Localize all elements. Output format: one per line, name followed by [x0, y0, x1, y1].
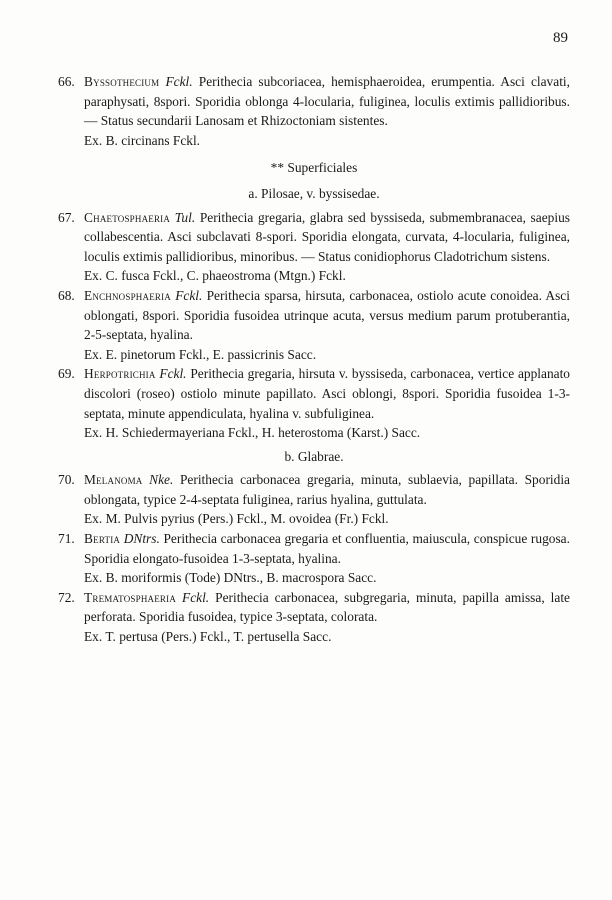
- entry-66: [58, 72, 570, 150]
- genus-name: Melanoma: [84, 472, 143, 488]
- author: DNtrs.: [123, 531, 160, 547]
- subsection-title-a: a. Pilosae, v. byssisedae.: [248, 185, 380, 201]
- description: Perithecia gregaria, hirsuta v. byssiseda, carbonacea, vertice applanato discolori (roseo) ostiolo minute papillato. Asci oblongi, 8spori. Sporidia fusoidea 1-3-septata, minute appendiculata, hyalina v. subfuliginea.: [84, 366, 571, 421]
- genus-name: Enchnosphaeria: [84, 287, 171, 303]
- examples: Ex. H. Schiedermayeriana Fckl., H. heterostoma (Karst.) Sacc.: [84, 425, 421, 441]
- description: Perithecia gregaria, glabra sed byssiseda, submembranacea, saepius collabescentia. Asci subclavati 8-spori. Sporidia elongata, curvata, 4-locularia, fuliginea, loculis extimis pallidioribus, minoribus. — Status conidiophorus Cladotrichum sistens.: [84, 209, 570, 264]
- entry-paragraph: [58, 208, 570, 267]
- entry-70: [58, 470, 570, 529]
- examples: Ex. C. fusca Fckl., C. phaeostroma (Mtgn.) Fckl.: [84, 268, 346, 284]
- entry-paragraph: [58, 470, 570, 509]
- author: Fckl.: [175, 287, 203, 303]
- entry-71: [58, 529, 570, 588]
- genus-name: Trematosphaeria: [84, 589, 177, 605]
- examples: Ex. M. Pulvis pyrius (Pers.) Fckl., M. ovoidea (Fr.) Fckl.: [84, 511, 389, 527]
- genus-name: Herpotrichia: [84, 366, 156, 382]
- examples: Ex. B. circinans Fckl.: [84, 132, 201, 148]
- entry-72: [58, 588, 570, 647]
- examples: Ex. B. moriformis (Tode) DNtrs., B. macrospora Sacc.: [84, 570, 377, 586]
- author: Fckl.: [159, 366, 187, 382]
- author: Nke.: [149, 472, 174, 488]
- author: Fckl.: [182, 589, 210, 605]
- entry-paragraph: [58, 529, 570, 568]
- entry-68: [58, 286, 570, 364]
- entry-number: 72.: [58, 589, 75, 605]
- entry-paragraph: [58, 588, 570, 627]
- entry-67: [58, 208, 570, 286]
- entry-number: 71.: [58, 531, 75, 547]
- entry-number: 68.: [58, 287, 75, 303]
- entry-number: 66.: [58, 74, 75, 89]
- entry-paragraph: [58, 72, 570, 131]
- entry-number: 70.: [58, 472, 75, 488]
- description: Perithecia carbonacea gregaria, minuta, sublaevia, papillata. Sporidia oblongata, typice 2-4-septata fuliginea, rarius hyalina, guttulata.: [84, 472, 570, 507]
- description: Perithecia sparsa, hirsuta, carbonacea, ostiolo acute conoidea. Asci oblongati, 8spori. Sporidia fusoidea utrinque acuta, versus medium parum protuberantia, 2-5-septata, hyalina.: [84, 287, 570, 343]
- section-title: ** Superficiales: [270, 160, 358, 176]
- description: Perithecia carbonacea, subgregaria, minuta, papilla amissa, late perforata. Sporidia fusoidea, typice 3-septata, colorata.: [84, 589, 570, 625]
- entry-number: 69.: [58, 366, 75, 382]
- entry-paragraph: [58, 286, 570, 345]
- page-body: [58, 72, 570, 647]
- entry-69: [58, 364, 570, 442]
- examples: Ex. T. pertusa (Pers.) Fckl., T. pertusella Sacc.: [84, 629, 332, 645]
- genus-name: Bertia: [84, 531, 121, 547]
- subsection-title-b: b. Glabrae.: [284, 448, 344, 464]
- author: Fckl.: [165, 74, 193, 89]
- description: Perithecia carbonacea gregaria et confluentia, maiuscula, conspicue rugosa. Sporidia elongato-fusoidea 1-3-septata, hyalina.: [84, 531, 570, 566]
- genus-name: Chaetosphaeria: [84, 209, 171, 225]
- examples: Ex. E. pinetorum Fckl., E. passicrinis Sacc.: [84, 346, 317, 362]
- author: Tul.: [174, 209, 196, 225]
- entry-number: 67.: [58, 209, 75, 225]
- description: Perithecia subcoriacea, hemisphaeroidea, erumpentia. Asci clavati, paraphysati, 8spori. Sporidia oblonga 4-locularia, fuliginea, loculis extimis pallidioribus. — Status secundarii Lanosam et Rhizoctoniam sistentes.: [84, 74, 570, 129]
- page-number: 89: [553, 30, 568, 46]
- genus-name: Byssothecium: [84, 74, 160, 89]
- entry-paragraph: [58, 364, 570, 423]
